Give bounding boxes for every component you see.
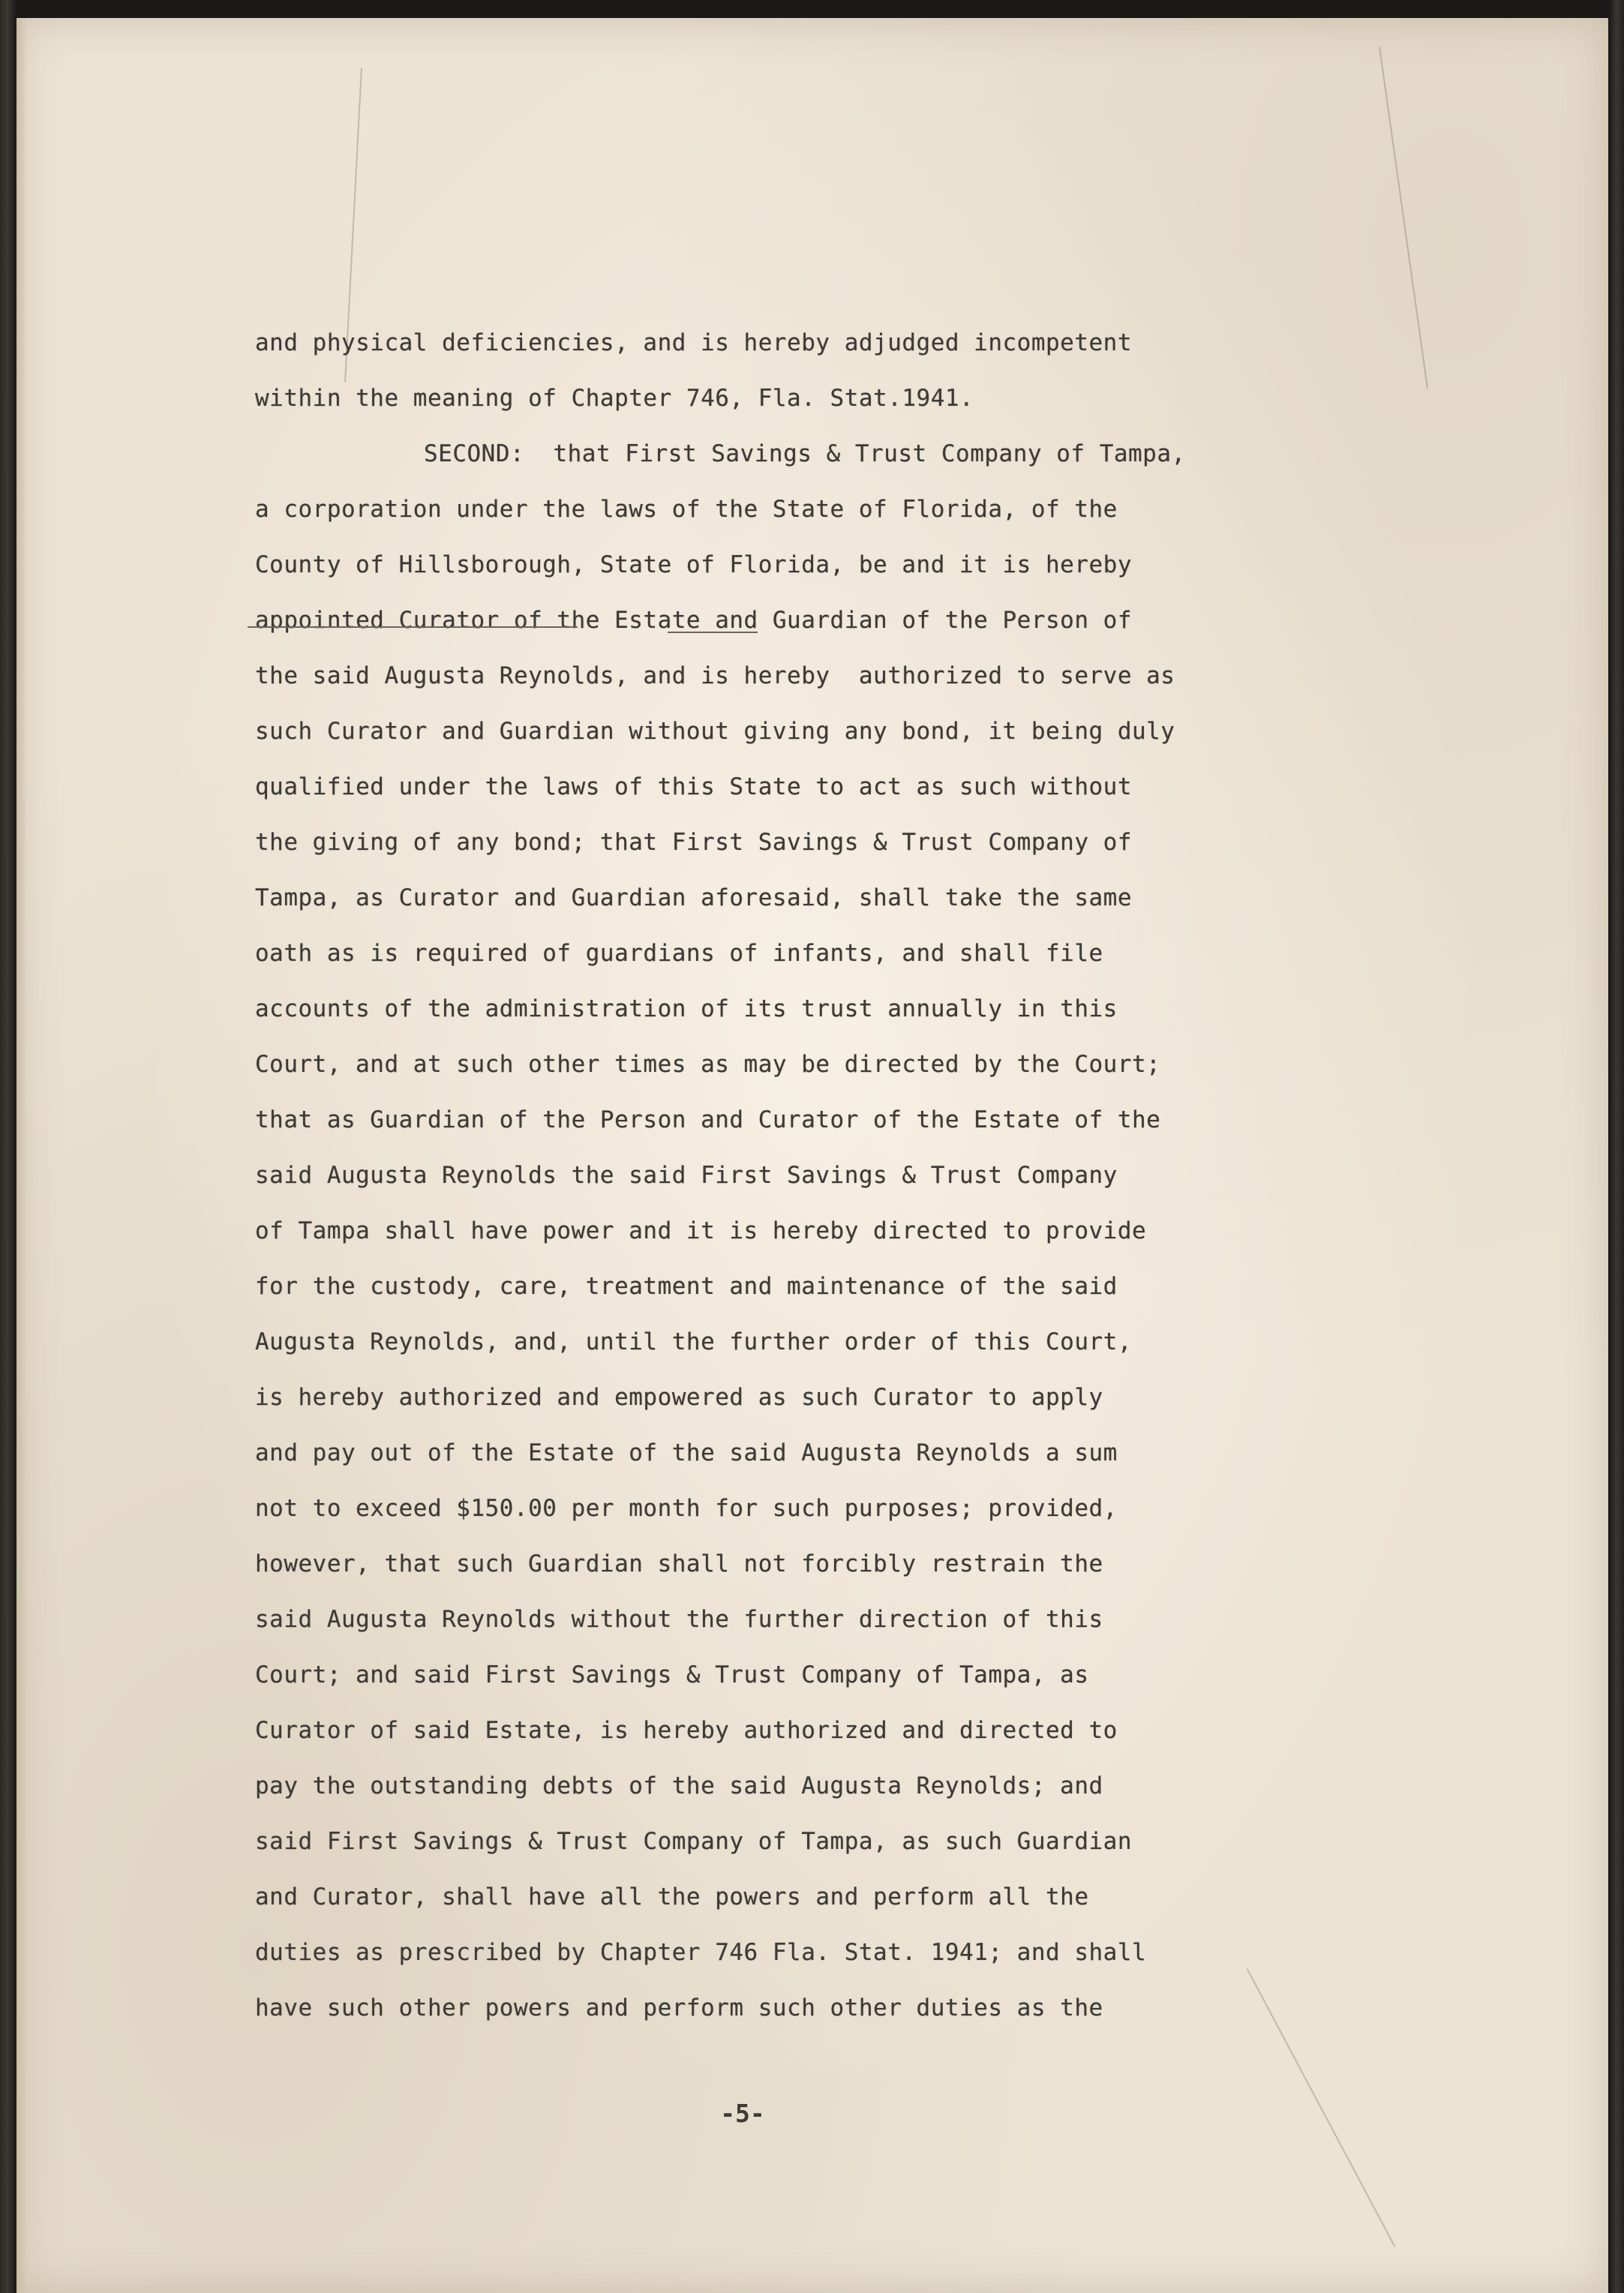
text-line: the giving of any bond; that First Savings & Trust Company of <box>255 829 1132 856</box>
text-line: for the custody, care, treatment and maintenance of the said <box>255 1273 1118 1300</box>
text-line: Court; and said First Savings & Trust Company of Tampa, as <box>255 1661 1089 1688</box>
text-line: Augusta Reynolds, and, until the further order of this Court, <box>255 1328 1132 1355</box>
text-line: qualified under the laws of this State to act as such without <box>255 773 1132 800</box>
text-line: said First Savings & Trust Company of Tampa, as such Guardian <box>255 1828 1132 1855</box>
text-line: and Curator, shall have all the powers and perform all the <box>255 1883 1089 1910</box>
text-line: is hereby authorized and empowered as such Curator to apply <box>255 1384 1103 1411</box>
text-line: and physical deficiencies, and is hereby adjudged incompetent <box>255 329 1132 356</box>
handwritten-underline <box>668 632 758 633</box>
text-line: a corporation under the laws of the State of Florida, of the <box>255 496 1118 523</box>
page-number: -5- <box>720 2099 765 2128</box>
text-line: however, that such Guardian shall not forcibly restrain the <box>255 1550 1103 1577</box>
text-line: duties as prescribed by Chapter 746 Fla. Stat. 1941; and shall <box>255 1939 1147 1966</box>
paper-left-edge <box>17 18 27 2293</box>
text-line: and pay out of the Estate of the said Augusta Reynolds a sum <box>255 1439 1118 1466</box>
text-line: Curator of said Estate, is hereby authorized and directed to <box>255 1717 1118 1744</box>
text-line: within the meaning of Chapter 746, Fla. Stat.1941. <box>255 385 974 412</box>
text-line: such Curator and Guardian without giving any bond, it being duly <box>255 718 1175 745</box>
text-line: oath as is required of guardians of infants, and shall file <box>255 940 1103 967</box>
document-body <box>255 315 1335 2036</box>
text-line: that as Guardian of the Person and Curator of the Estate of the <box>255 1106 1161 1133</box>
text-line: appointed Curator of the Estate and Guardian of the Person of <box>255 607 1132 634</box>
text-line: County of Hillsborough, State of Florida, be and it is hereby <box>255 551 1132 578</box>
text-line: Tampa, as Curator and Guardian aforesaid, shall take the same <box>255 884 1132 911</box>
text-line: Court, and at such other times as may be directed by the Court; <box>255 1051 1161 1078</box>
text-line: said Augusta Reynolds without the further direction of this <box>255 1606 1103 1633</box>
text-line: SECOND: that First Savings & Trust Company of Tampa, <box>424 440 1186 467</box>
handwritten-underline <box>248 626 578 628</box>
text-line: have such other powers and perform such other duties as the <box>255 1994 1103 2021</box>
text-line: not to exceed $150.00 per month for such purposes; provided, <box>255 1495 1118 1522</box>
text-line: said Augusta Reynolds the said First Savings & Trust Company <box>255 1162 1118 1189</box>
text-line: pay the outstanding debts of the said Augusta Reynolds; and <box>255 1772 1103 1799</box>
text-line: of Tampa shall have power and it is hereby directed to provide <box>255 1217 1147 1244</box>
text-line: accounts of the administration of its trust annually in this <box>255 995 1118 1022</box>
text-line: the said Augusta Reynolds, and is hereby authorized to serve as <box>255 662 1175 689</box>
